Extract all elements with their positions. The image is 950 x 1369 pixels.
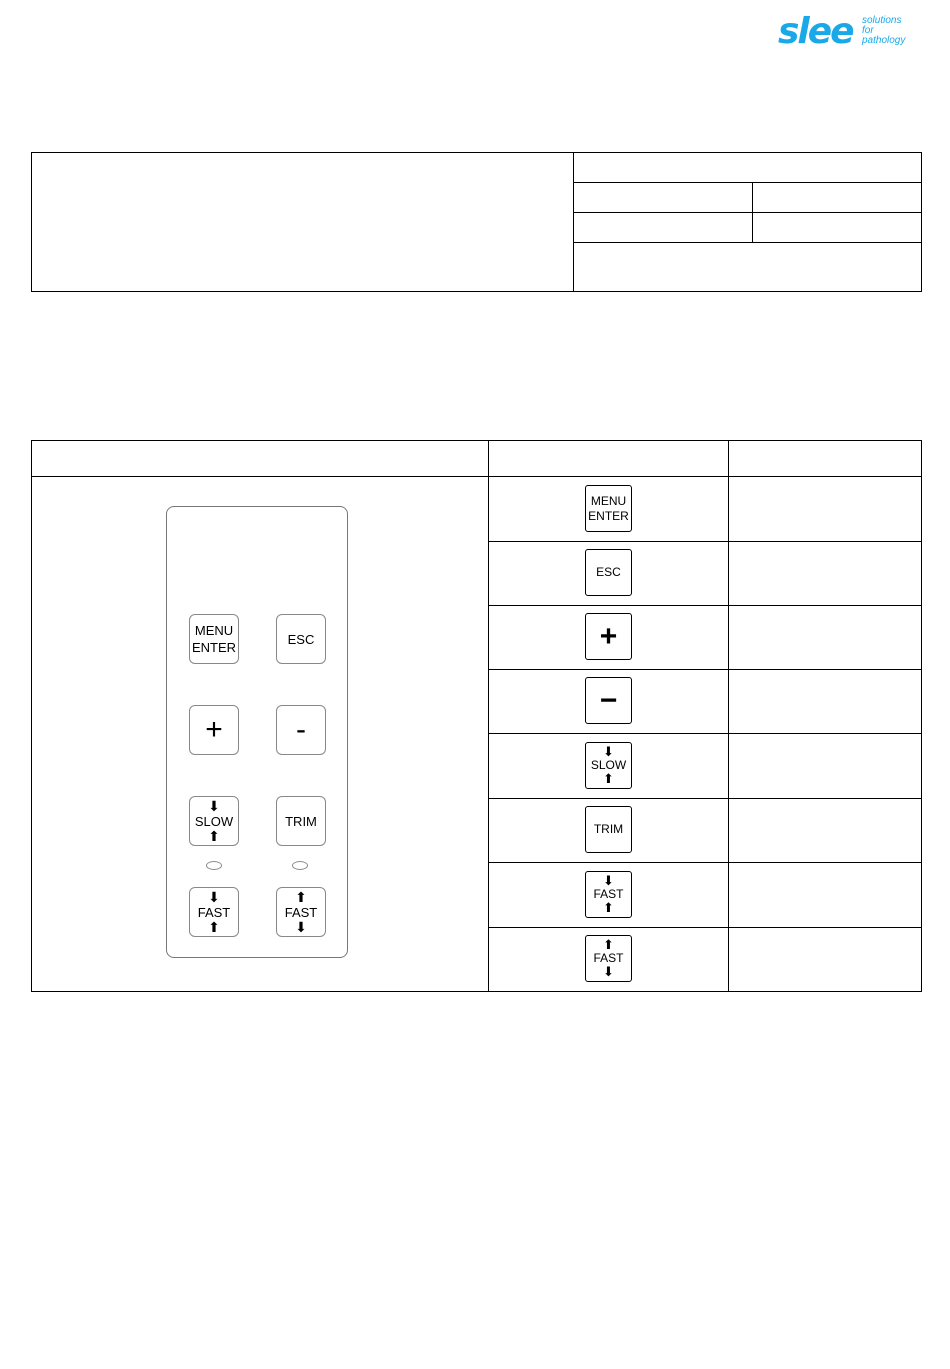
key-icon-menu-enter: MENU ENTER	[585, 485, 632, 532]
up-arrow-icon: ⬆	[603, 900, 614, 915]
row-divider	[488, 927, 921, 928]
up-arrow-icon: ⬆	[208, 918, 220, 935]
key-icon-fast-up: ⬆ FAST ⬇	[585, 935, 632, 982]
row-divider	[488, 733, 921, 734]
panel-esc-key: ESC	[276, 614, 326, 664]
panel-minus-key: -	[276, 705, 326, 755]
key-icon-plus: +	[585, 613, 632, 660]
header-col-divider	[752, 182, 753, 242]
panel-led-right	[292, 861, 308, 870]
keypad-table	[31, 440, 922, 992]
row-divider	[488, 541, 921, 542]
down-arrow-icon: ⬇	[208, 797, 220, 814]
logo-tagline: solutions for pathology	[862, 15, 906, 46]
panel-menu-enter-key: MENU ENTER	[189, 614, 239, 664]
panel-fast-down-key: ⬇ FAST ⬆	[189, 887, 239, 937]
row-divider	[488, 605, 921, 606]
header-row-divider-2	[573, 212, 921, 213]
logo-wordmark: slee	[778, 11, 853, 52]
key-icon-minus: −	[585, 677, 632, 724]
key-icon-esc: ESC	[585, 549, 632, 596]
row-divider	[488, 862, 921, 863]
header-row-divider-3	[573, 242, 921, 243]
up-arrow-icon: ⬆	[603, 771, 614, 786]
up-arrow-icon: ⬆	[208, 827, 220, 844]
down-arrow-icon: ⬇	[603, 744, 614, 759]
header-title-cell	[32, 153, 574, 291]
panel-led-left	[206, 861, 222, 870]
panel-trim-key: TRIM	[276, 796, 326, 846]
down-arrow-icon: ⬇	[603, 964, 614, 979]
header-row-divider-1	[573, 182, 921, 183]
key-icon-fast-down: ⬇ FAST ⬆	[585, 871, 632, 918]
col-divider-2	[728, 441, 729, 991]
row-divider	[488, 669, 921, 670]
col-divider-1	[488, 441, 489, 991]
panel-fast-up-key: ⬆ FAST ⬇	[276, 887, 326, 937]
up-arrow-icon: ⬆	[603, 937, 614, 952]
up-arrow-icon: ⬆	[295, 888, 307, 905]
panel-slow-key: ⬇ SLOW ⬆	[189, 796, 239, 846]
key-icon-slow: ⬇ SLOW ⬆	[585, 742, 632, 789]
key-icon-trim: TRIM	[585, 806, 632, 853]
down-arrow-icon: ⬇	[603, 873, 614, 888]
down-arrow-icon: ⬇	[295, 918, 307, 935]
row-divider	[488, 798, 921, 799]
table-header-divider	[32, 476, 921, 477]
slee-logo	[778, 12, 918, 52]
down-arrow-icon: ⬇	[208, 888, 220, 905]
panel-plus-key: +	[189, 705, 239, 755]
document-header-table	[31, 152, 922, 292]
